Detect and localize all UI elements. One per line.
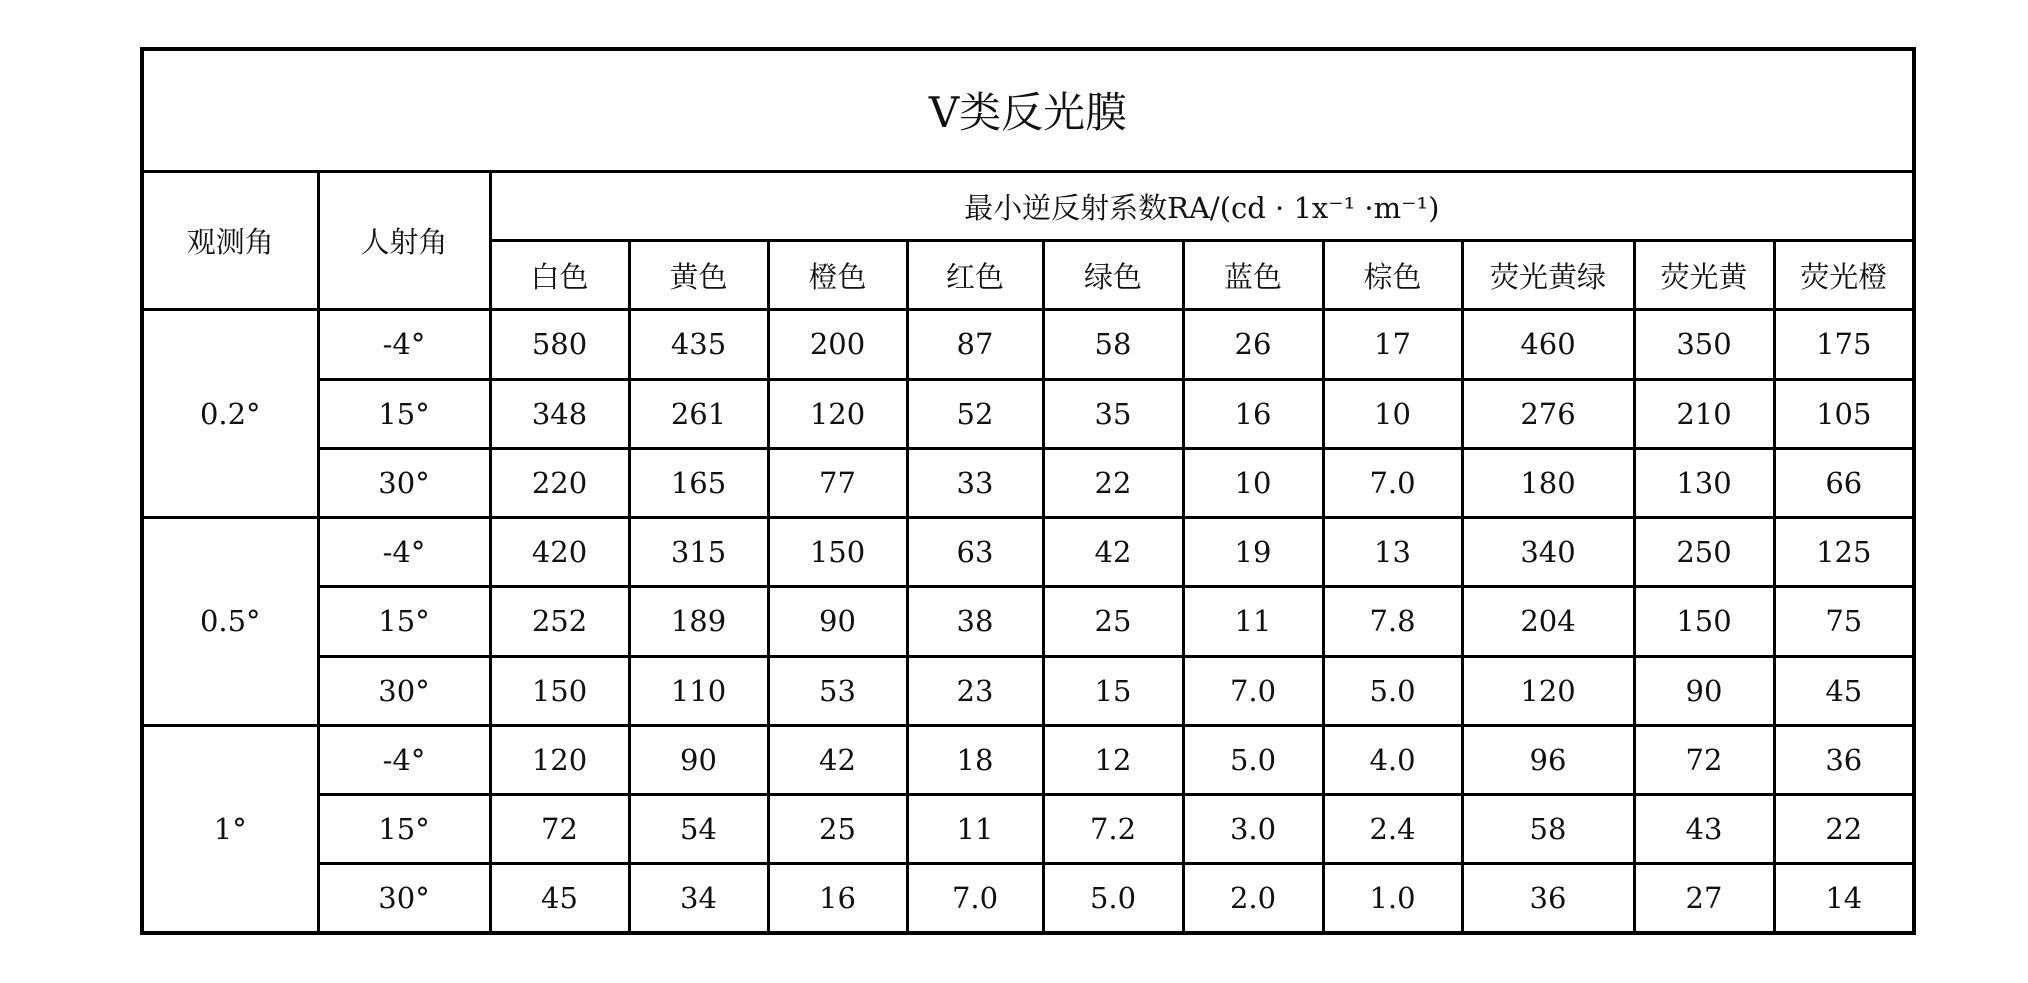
value-cell: 15 — [1043, 656, 1183, 725]
value-cell: 75 — [1774, 587, 1914, 656]
value-cell: 120 — [490, 725, 629, 794]
value-cell: 189 — [629, 587, 768, 656]
value-cell: 7.2 — [1043, 795, 1183, 864]
table-row — [142, 448, 1914, 517]
value-cell: 90 — [768, 587, 907, 656]
value-cell: 348 — [490, 379, 629, 448]
value-cell: 125 — [1774, 518, 1914, 587]
value-cell: 220 — [490, 448, 629, 517]
value-cell: 58 — [1043, 310, 1183, 379]
value-cell: 34 — [629, 864, 768, 933]
incidence-angle-cell: 15° — [318, 379, 490, 448]
value-cell: 90 — [629, 725, 768, 794]
table-row — [142, 656, 1914, 725]
incidence-angle-cell: 30° — [318, 448, 490, 517]
value-cell: 33 — [907, 448, 1043, 517]
value-cell: 66 — [1774, 448, 1914, 517]
value-cell: 10 — [1323, 379, 1462, 448]
value-cell: 340 — [1462, 518, 1634, 587]
color-header: 绿色 — [1043, 241, 1183, 310]
observation-angle-header: 观测角 — [142, 171, 318, 309]
value-cell: 96 — [1462, 725, 1634, 794]
table-title: V类反光膜 — [142, 49, 1914, 171]
value-cell: 252 — [490, 587, 629, 656]
color-header: 白色 — [490, 241, 629, 310]
color-header: 橙色 — [768, 241, 907, 310]
value-cell: 435 — [629, 310, 768, 379]
value-cell: 150 — [490, 656, 629, 725]
value-cell: 420 — [490, 518, 629, 587]
value-cell: 25 — [768, 795, 907, 864]
value-cell: 1.0 — [1323, 864, 1462, 933]
value-cell: 52 — [907, 379, 1043, 448]
value-cell: 12 — [1043, 725, 1183, 794]
value-cell: 180 — [1462, 448, 1634, 517]
value-cell: 16 — [1183, 379, 1323, 448]
value-cell: 5.0 — [1183, 725, 1323, 794]
coefficient-header: 最小逆反射系数RA/(cd · 1x⁻¹ ·m⁻¹) — [490, 171, 1914, 240]
value-cell: 63 — [907, 518, 1043, 587]
value-cell: 7.0 — [1183, 656, 1323, 725]
value-cell: 250 — [1634, 518, 1774, 587]
value-cell: 350 — [1634, 310, 1774, 379]
incidence-angle-cell: 15° — [318, 587, 490, 656]
incidence-angle-cell: 15° — [318, 795, 490, 864]
observation-angle-cell: 1° — [142, 725, 318, 933]
value-cell: 4.0 — [1323, 725, 1462, 794]
value-cell: 580 — [490, 310, 629, 379]
value-cell: 19 — [1183, 518, 1323, 587]
table-row — [142, 725, 1914, 794]
value-cell: 10 — [1183, 448, 1323, 517]
value-cell: 25 — [1043, 587, 1183, 656]
table-row — [142, 795, 1914, 864]
table-row — [142, 587, 1914, 656]
value-cell: 11 — [907, 795, 1043, 864]
incidence-angle-cell: 30° — [318, 864, 490, 933]
table-row — [142, 310, 1914, 379]
observation-angle-cell: 0.5° — [142, 518, 318, 726]
observation-angle-cell: 0.2° — [142, 310, 318, 518]
value-cell: 77 — [768, 448, 907, 517]
value-cell: 5.0 — [1043, 864, 1183, 933]
value-cell: 105 — [1774, 379, 1914, 448]
value-cell: 210 — [1634, 379, 1774, 448]
value-cell: 42 — [768, 725, 907, 794]
value-cell: 54 — [629, 795, 768, 864]
value-cell: 72 — [490, 795, 629, 864]
value-cell: 7.0 — [907, 864, 1043, 933]
value-cell: 2.0 — [1183, 864, 1323, 933]
value-cell: 17 — [1323, 310, 1462, 379]
value-cell: 45 — [490, 864, 629, 933]
value-cell: 276 — [1462, 379, 1634, 448]
value-cell: 110 — [629, 656, 768, 725]
value-cell: 200 — [768, 310, 907, 379]
value-cell: 315 — [629, 518, 768, 587]
incidence-angle-cell: -4° — [318, 518, 490, 587]
value-cell: 58 — [1462, 795, 1634, 864]
value-cell: 16 — [768, 864, 907, 933]
table-row — [142, 864, 1914, 933]
value-cell: 36 — [1462, 864, 1634, 933]
incidence-angle-header: 人射角 — [318, 171, 490, 309]
value-cell: 150 — [768, 518, 907, 587]
value-cell: 175 — [1774, 310, 1914, 379]
value-cell: 27 — [1634, 864, 1774, 933]
value-cell: 45 — [1774, 656, 1914, 725]
value-cell: 165 — [629, 448, 768, 517]
value-cell: 11 — [1183, 587, 1323, 656]
value-cell: 23 — [907, 656, 1043, 725]
incidence-angle-cell: -4° — [318, 725, 490, 794]
color-header: 黄色 — [629, 241, 768, 310]
value-cell: 87 — [907, 310, 1043, 379]
value-cell: 18 — [907, 725, 1043, 794]
value-cell: 13 — [1323, 518, 1462, 587]
value-cell: 2.4 — [1323, 795, 1462, 864]
value-cell: 120 — [768, 379, 907, 448]
value-cell: 3.0 — [1183, 795, 1323, 864]
value-cell: 90 — [1634, 656, 1774, 725]
retroreflection-table — [140, 47, 1916, 935]
table-row — [142, 379, 1914, 448]
incidence-angle-cell: -4° — [318, 310, 490, 379]
value-cell: 261 — [629, 379, 768, 448]
color-header: 红色 — [907, 241, 1043, 310]
color-header: 蓝色 — [1183, 241, 1323, 310]
value-cell: 130 — [1634, 448, 1774, 517]
value-cell: 36 — [1774, 725, 1914, 794]
value-cell: 120 — [1462, 656, 1634, 725]
value-cell: 72 — [1634, 725, 1774, 794]
value-cell: 460 — [1462, 310, 1634, 379]
value-cell: 150 — [1634, 587, 1774, 656]
value-cell: 35 — [1043, 379, 1183, 448]
value-cell: 204 — [1462, 587, 1634, 656]
value-cell: 42 — [1043, 518, 1183, 587]
color-header: 荧光黄 — [1634, 241, 1774, 310]
value-cell: 7.8 — [1323, 587, 1462, 656]
value-cell: 14 — [1774, 864, 1914, 933]
table-row — [142, 518, 1914, 587]
value-cell: 7.0 — [1323, 448, 1462, 517]
incidence-angle-cell: 30° — [318, 656, 490, 725]
value-cell: 22 — [1043, 448, 1183, 517]
color-header: 荧光黄绿 — [1462, 241, 1634, 310]
value-cell: 26 — [1183, 310, 1323, 379]
value-cell: 38 — [907, 587, 1043, 656]
value-cell: 43 — [1634, 795, 1774, 864]
color-header: 荧光橙 — [1774, 241, 1914, 310]
color-header: 棕色 — [1323, 241, 1462, 310]
value-cell: 53 — [768, 656, 907, 725]
value-cell: 22 — [1774, 795, 1914, 864]
value-cell: 5.0 — [1323, 656, 1462, 725]
